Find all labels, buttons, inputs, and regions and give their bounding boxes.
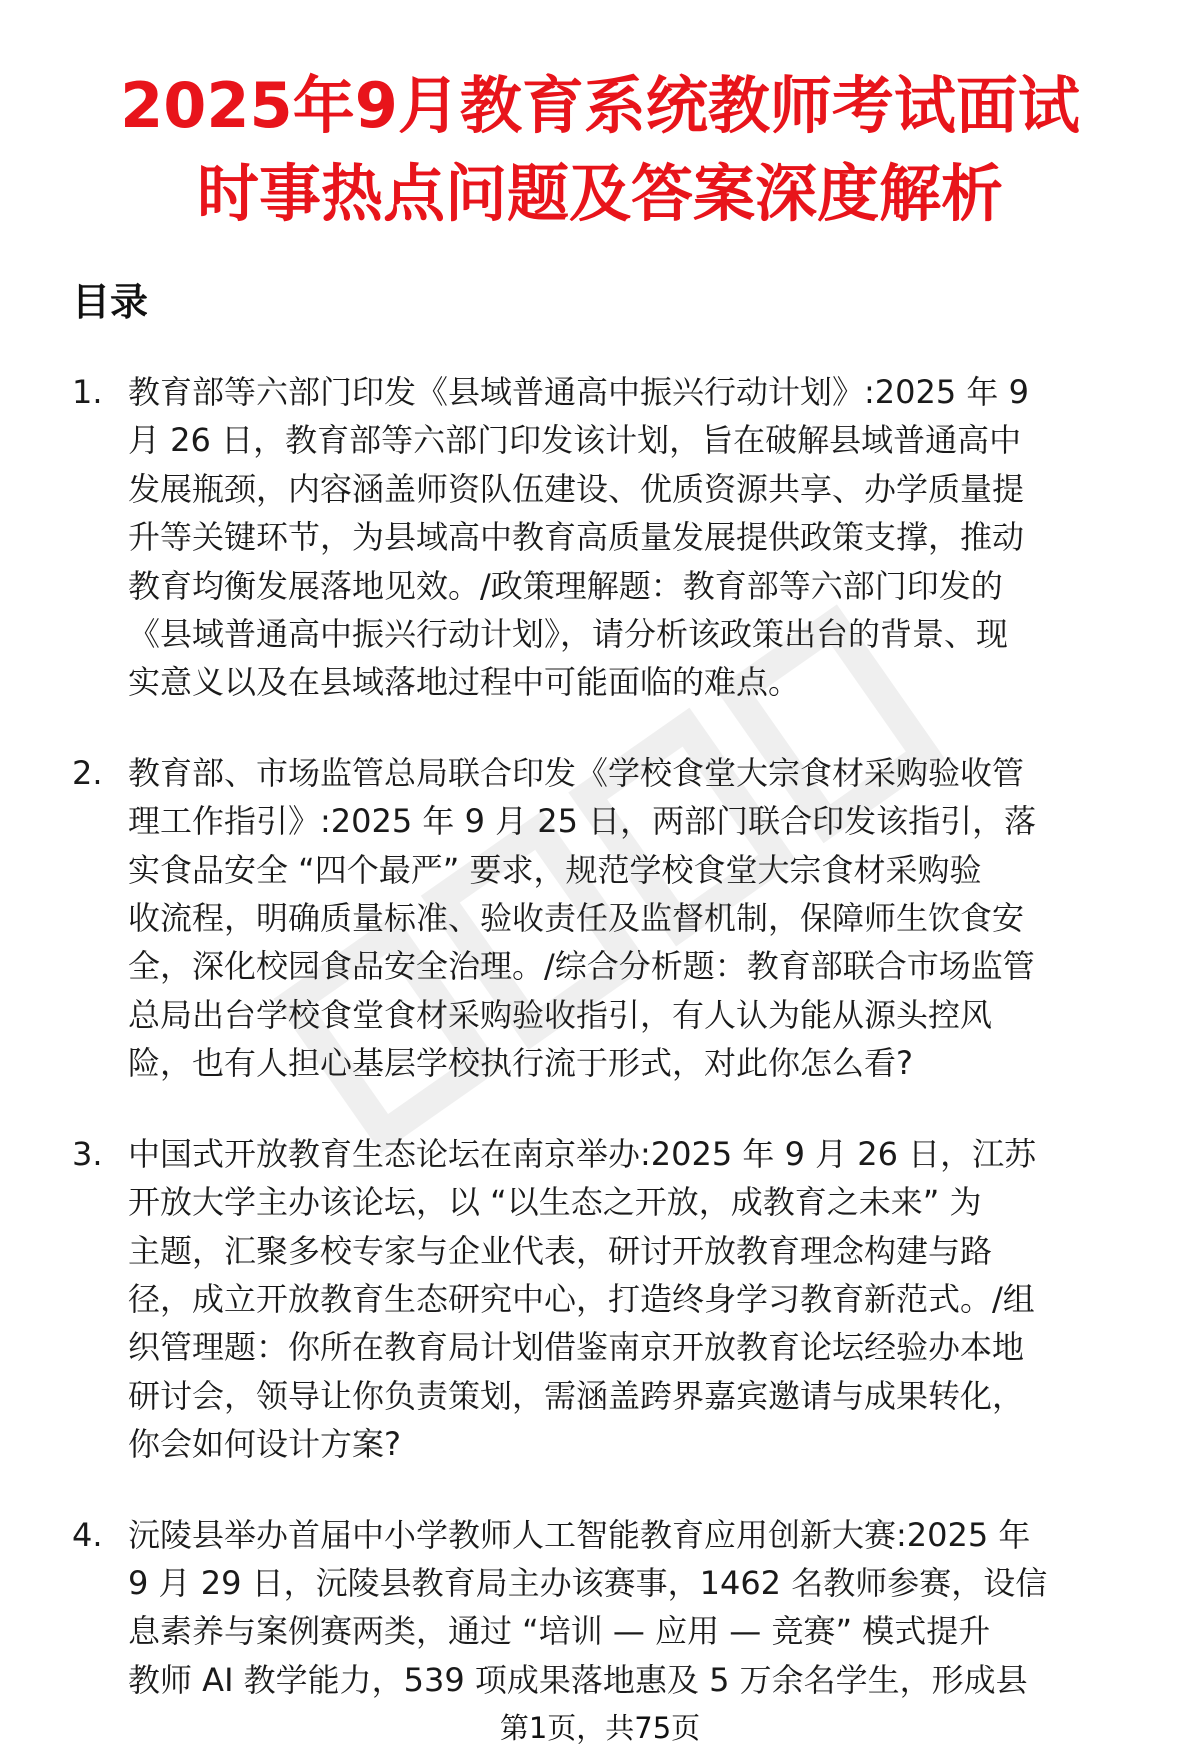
text-line: 径，成立开放教育生态研究中心，打造终身学习教育新范式。/组: [128, 1279, 1035, 1318]
text-line: 月 26 日，教育部等六部门印发该计划，旨在破解县域普通高中: [128, 421, 1022, 460]
document-title: [60, 62, 1140, 238]
text-line: 收流程，明确质量标准、验收责任及监督机制，保障师生饮食安: [128, 899, 1025, 938]
text-line: 教育部等六部门印发《县域普通高中振兴行动计划》:2025 年 9: [128, 373, 1029, 411]
text-line: 研讨会，领导让你负责策划，需涵盖跨界嘉宾邀请与成果转化，: [128, 1376, 1025, 1415]
title-line: 时事热点问题及答案深度解析: [196, 157, 1003, 230]
text-line: 开放大学主办该论坛，以 “以生态之开放，成教育之未来” 为: [128, 1183, 982, 1222]
text-line: 实意义以及在县域落地过程中可能面临的难点。: [128, 663, 801, 702]
item-number: 1.: [72, 373, 103, 411]
text-line: 总局出台学校食堂食材采购验收指引，有人认为能从源头控风: [128, 995, 993, 1034]
page-number-footer: 第1页，共75页: [499, 1711, 701, 1745]
text-line: 理工作指引》:2025 年 9 月 25 日，两部门联合印发该指引，落: [128, 802, 1037, 841]
item-number: 3.: [72, 1134, 103, 1173]
text-line: 教育部、市场监管总局联合印发《学校食堂大宗食材采购验收管: [128, 753, 1025, 792]
text-line: 息素养与案例赛两类，通过 “培训 — 应用 — 竞赛” 模式提升: [128, 1612, 991, 1651]
text-line: 教师 AI 教学能力，539 项成果落地惠及 5 万余名学生，形成县: [128, 1660, 1028, 1699]
list-item: [72, 1130, 1162, 1469]
item-text: [128, 1511, 1162, 1705]
list-item: [72, 749, 1162, 1088]
toc-heading: 目录: [72, 280, 149, 324]
text-line: 教育均衡发展落地见效。/政策理解题：教育部等六部门印发的: [128, 566, 1003, 605]
item-number: 4.: [72, 1515, 103, 1554]
text-line: 《县域普通高中振兴行动计划》，请分析该政策出台的背景、现: [128, 615, 1009, 654]
text-line: 织管理题：你所在教育局计划借鉴南京开放教育论坛经验办本地: [128, 1328, 1025, 1367]
question-list: [72, 368, 1162, 1746]
list-item: [72, 368, 1162, 707]
item-text: [128, 368, 1162, 707]
title-line: 2025年9月教育系统教师考试面试: [120, 69, 1080, 142]
item-text: [128, 749, 1162, 1088]
text-line: 9 月 29 日，沅陵县教育局主办该赛事，1462 名教师参赛，设信: [128, 1563, 1048, 1602]
text-line: 发展瓶颈，内容涵盖师资队伍建设、优质资源共享、办学质量提: [128, 469, 1025, 508]
text-line: 升等关键环节，为县域高中教育高质量发展提供政策支撑，推动: [128, 518, 1025, 557]
text-line: 险，也有人担心基层学校执行流于形式，对此你怎么看?: [128, 1044, 913, 1083]
text-line: 全，深化校园食品安全治理。/综合分析题：教育部联合市场监管: [128, 947, 1035, 986]
text-line: 沅陵县举办首届中小学教师人工智能教育应用创新大赛:2025 年: [128, 1515, 1031, 1554]
text-line: 实食品安全 “四个最严” 要求，规范学校食堂大宗食材采购验: [128, 850, 982, 889]
text-line: 主题，汇聚多校专家与企业代表，研讨开放教育理念构建与路: [128, 1231, 993, 1270]
list-item: [72, 1511, 1162, 1705]
text-line: 中国式开放教育生态论坛在南京举办:2025 年 9 月 26 日，江苏: [128, 1134, 1037, 1173]
item-text: [128, 1130, 1162, 1469]
item-number: 2.: [72, 753, 103, 792]
text-line: 你会如何设计方案?: [128, 1425, 401, 1464]
